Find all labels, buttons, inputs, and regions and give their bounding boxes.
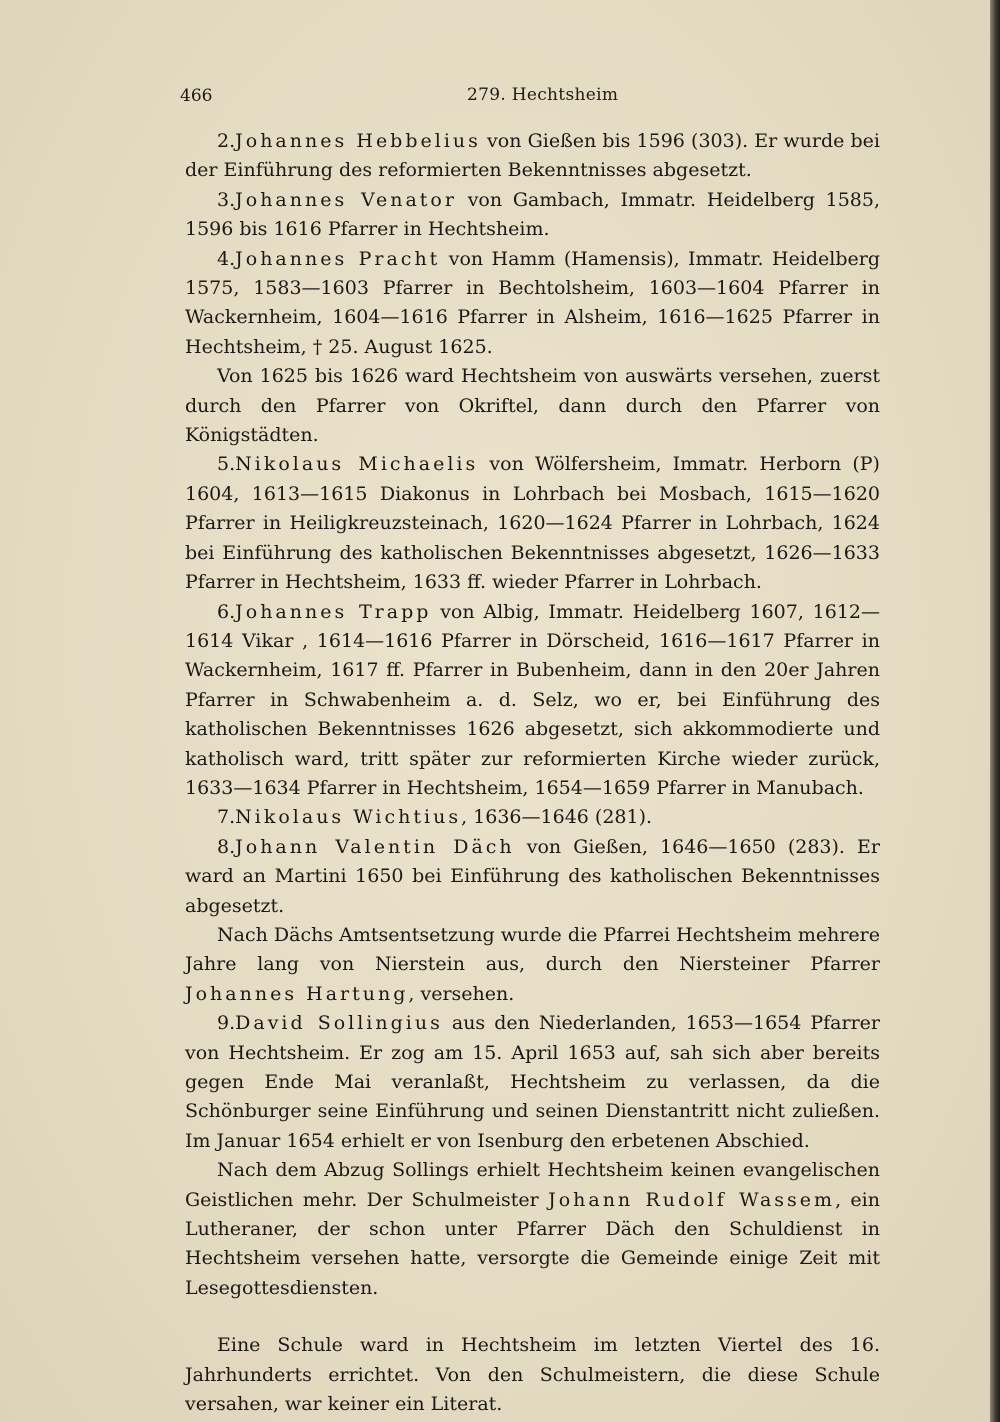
entry-3	[185, 186, 880, 245]
person-name: Johannes Hebbelius	[235, 130, 481, 152]
running-title: 279. Hechtsheim	[467, 85, 619, 105]
person-name: Johannes Hartung	[185, 982, 409, 1005]
entry-number: 7.	[217, 806, 236, 829]
entry-text: von Gambach, Immatr. Heidelberg 1585, 1596 bis 1616 Pfarrer in Hechtsheim.	[185, 188, 880, 241]
entry-7	[185, 803, 880, 832]
entry-5	[185, 450, 880, 597]
body-text	[185, 127, 880, 1419]
page-number: 466	[180, 86, 213, 106]
page-header	[0, 78, 990, 114]
school-paragraph: Eine Schule ward in Hechtsheim im letzten Viertel des 16. Jahrhunderts errichtet. Von den Schulmeistern, die diese Schule versahen, war keiner ein Literat.	[185, 1334, 880, 1416]
person-name: Johannes Trapp	[235, 600, 432, 623]
entry-text: von Gießen bis 1596 (303). Er wurde bei der Einführung des reformierten Bekenntnisses abgesetzt.	[185, 130, 881, 182]
entry-2	[185, 127, 880, 186]
person-name: Johannes Pracht	[235, 247, 441, 270]
entry-number: 2.	[217, 130, 236, 152]
entry-number: 6.	[217, 600, 236, 623]
entry-text: aus den Niederlanden, 1653—1654 Pfarrer von Hechtsheim. Er zog am 15. April 1653 auf, sah sich aber bereits gegen Ende Mai veranlaßt, Hechtsheim zu verlassen, da die Schönburger seine Einführung und seinen Dienstantritt nicht zuließen. Im Januar 1654 erhielt er von Isenburg den erbetenen Abschied.	[185, 1012, 880, 1152]
entry-text: von Albig, Immatr. Heidelberg 1607, 1612—1614 Vikar , 1614—1616 Pfarrer in Dörscheid, 1616—1617 Pfarrer in Wackernheim, 1617 ff. Pfarrer in Bubenheim, dann in den 20er Jahren Pfarrer in Schwabenheim a. d. Selz, wo er, bei Einführung des katholischen Bekenntnisses 1626 abgesetzt, sich akkommodierte und katholisch ward, tritt später zur reformierten Kirche wieder zurück, 1633—1634 Pfarrer in Hechtsheim, 1654—1659 Pfarrer in Manubach.	[185, 600, 880, 799]
after-sollingius-paragraph	[185, 1156, 880, 1303]
paragraph-text: Nach Dächs Amtsentsetzung wurde die Pfarrei Hechtsheim mehrere Jahre lang von Nierstein aus, durch den Niersteiner Pfarrer	[185, 923, 880, 976]
vacancy-note	[185, 362, 880, 450]
entry-number: 3.	[217, 188, 236, 211]
entry-number: 9.	[217, 1012, 236, 1035]
person-name: Nikolaus Wichtius	[235, 806, 462, 829]
interlude-paragraph	[185, 921, 880, 1009]
page-edge-shadow	[990, 0, 1000, 1422]
person-name: David Sollingius	[235, 1012, 443, 1035]
entry-9	[185, 1009, 880, 1156]
entry-text: von Hamm (Hamensis), Immatr. Heidelberg 1575, 1583—1603 Pfarrer in Bechtolsheim, 1603—1604 Pfarrer in Wackernheim, 1604—1616 Pfarrer in Alsheim, 1616—1625 Pfarrer in Hechtsheim, † 25. August 1625.	[185, 247, 880, 358]
entry-text: von Gießen, 1646—1650 (283). Er ward an Martini 1650 bei Einführung des katholischen Bekenntnisses abgesetzt.	[185, 835, 880, 917]
person-name: Johannes Venator	[235, 188, 457, 211]
paragraph-text: , ein Lutheraner, der schon unter Pfarrer Däch den Schuldienst in Hechtsheim versehen hatte, versorgte die Gemeinde einige Zeit mit Lesegottesdiensten.	[185, 1188, 880, 1299]
section-gap	[185, 1303, 880, 1331]
entry-text: , 1636—1646 (281).	[461, 806, 653, 829]
person-name: Johann Rudolf Wassem	[548, 1188, 836, 1211]
entry-number: 8.	[217, 835, 236, 858]
paragraph-text: , versehen.	[408, 982, 515, 1005]
entry-text: Von 1625 bis 1626 ward Hechtsheim von auswärts versehen, zuerst durch den Pfarrer von Okriftel, dann durch den Pfarrer von Königstädten.	[185, 365, 880, 447]
paragraph-text: Nach dem Abzug Sollings erhielt Hechtsheim keinen evangelischen Geistlichen mehr. Der Schulmeister	[185, 1159, 880, 1211]
person-name: Nikolaus Michaelis	[235, 453, 479, 476]
entry-6	[185, 598, 880, 804]
entry-text: von Wölfersheim, Immatr. Herborn (P) 1604, 1613—1615 Diakonus in Lohrbach bei Mosbach, 1615—1620 Pfarrer in Heiligkreuzsteinach, 1620—1624 Pfarrer in Lohrbach, 1624 bei Einführung des katholischen Bekenntnisses abgesetzt, 1626—1633 Pfarrer in Hechtsheim, 1633 ff. wieder Pfarrer in Lohrbach.	[185, 453, 880, 594]
entry-8	[185, 833, 880, 921]
person-name: Johann Valentin Däch	[235, 835, 515, 858]
entry-4	[185, 245, 880, 363]
entry-number: 4.	[217, 247, 236, 270]
entry-number: 5.	[217, 453, 236, 476]
